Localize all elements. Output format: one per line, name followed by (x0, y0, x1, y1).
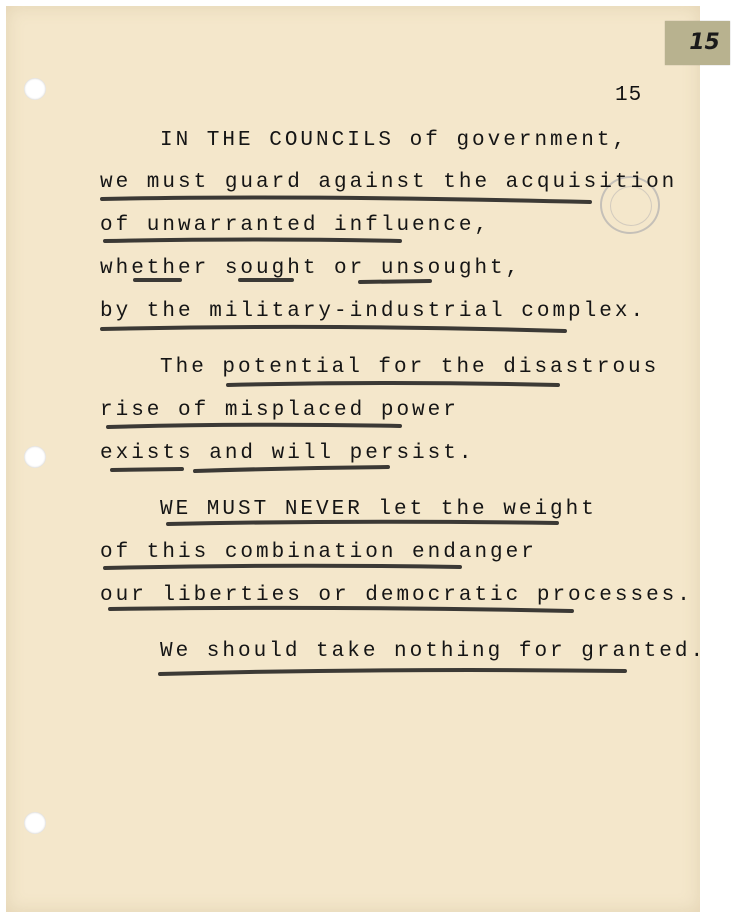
punch-hole-top (24, 78, 46, 100)
tab-number: 15 (689, 30, 720, 55)
text-line: We should take nothing for granted. (160, 640, 707, 663)
punch-hole-middle (24, 446, 46, 468)
text-line: IN THE COUNCILS of government, (160, 129, 629, 152)
text-line: The potential for the disastrous (160, 356, 660, 379)
text-line: of unwarranted influence, (100, 214, 491, 237)
text-line: by the military-industrial complex. (100, 300, 647, 323)
page-number: 15 (615, 84, 643, 107)
text-line: we must guard against the acquisition (100, 171, 678, 194)
text-line: of this combination endanger (100, 541, 537, 564)
text-line: our liberties or democratic processes. (100, 584, 693, 607)
text-line: WE MUST NEVER let the weight (160, 498, 597, 521)
punch-hole-bottom (24, 812, 46, 834)
text-line: exists and will persist. (100, 442, 475, 465)
page-tab (665, 21, 730, 65)
text-line: rise of misplaced power (100, 399, 459, 422)
text-line: whether sought or unsought, (100, 257, 522, 280)
